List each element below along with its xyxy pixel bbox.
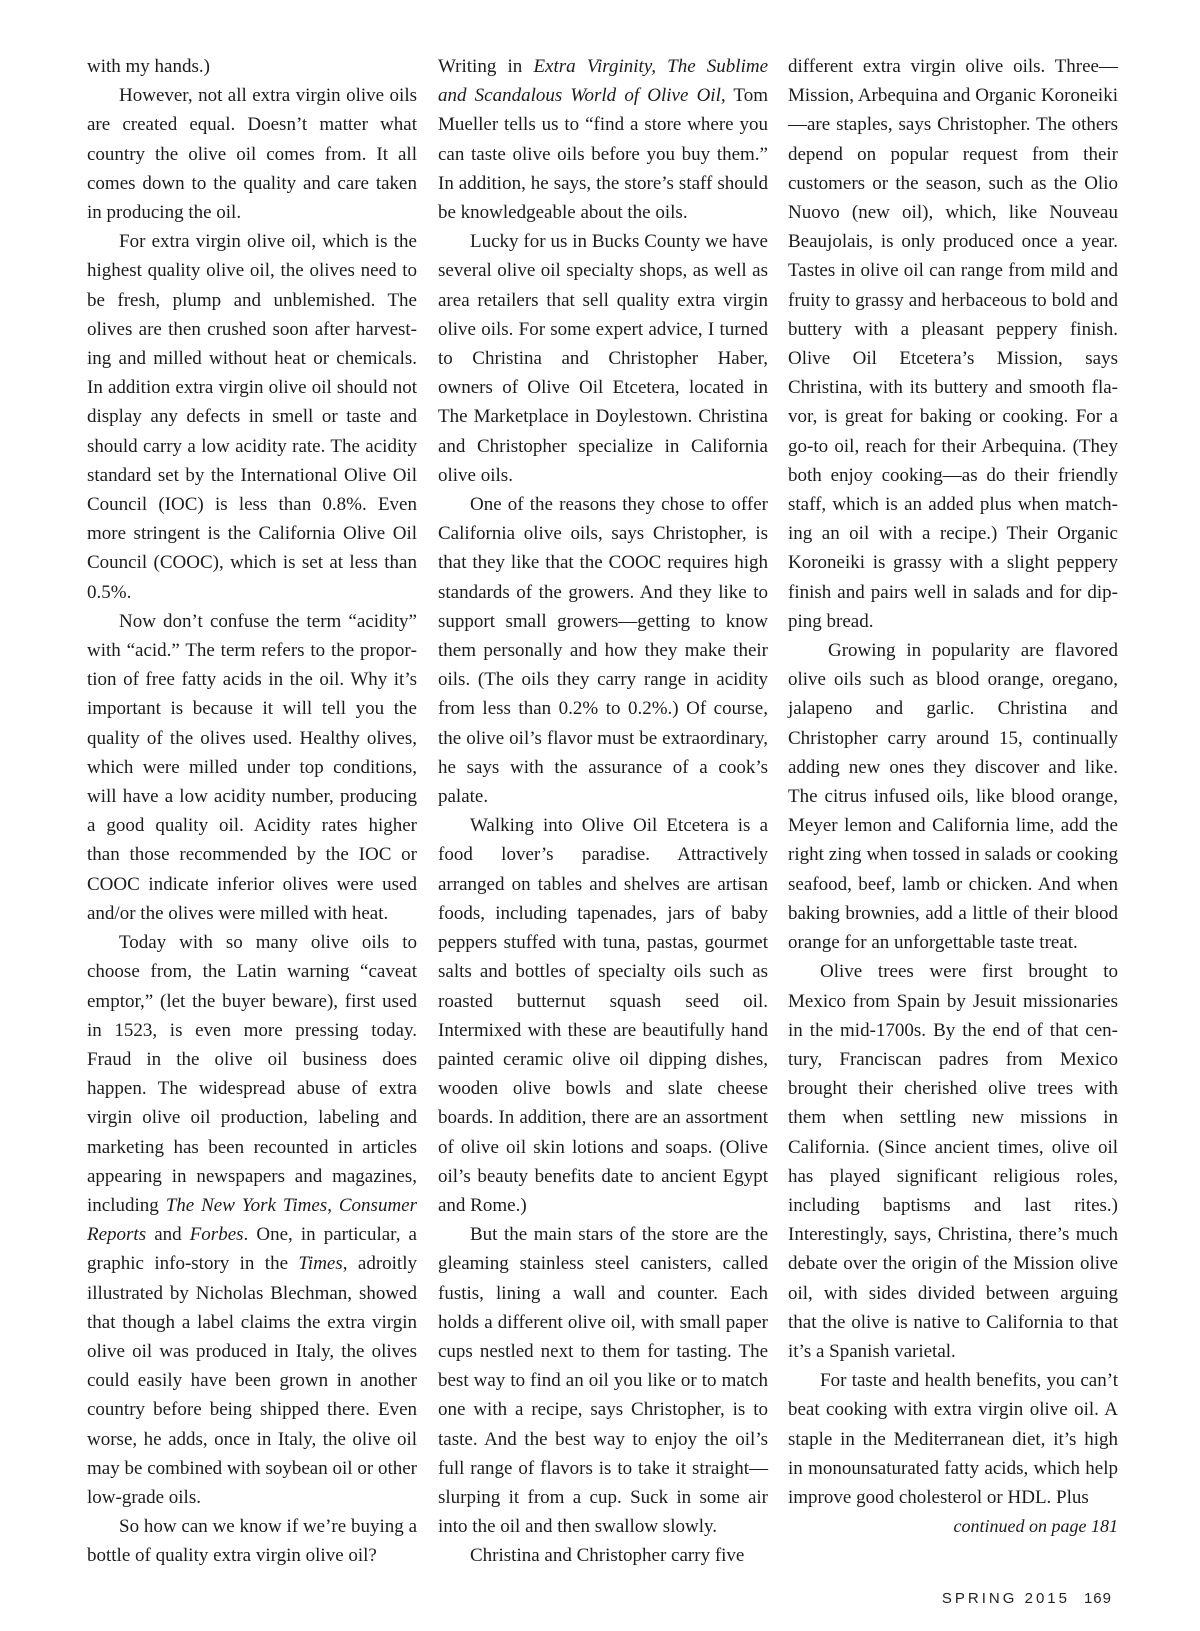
page-number: 169 [1083, 1590, 1112, 1607]
paragraph: Christina and Christopher carry five [470, 1545, 745, 1567]
paragraph: One of the reasons they chose to offer California olive oils, says Christopher, is that they like that the COOC requires high standards of the growers. And they like to support small growers—getting to know them personally and how they make their oils. (The oils they carry range in acidity from less than 0.2% to 0.2%.) Of course, the olive oil’s flavor must be extraordinary, he says with the assurance of a cook’s palate. [438, 494, 768, 808]
paragraph: Lucky for us in Bucks County we have several olive oil specialty shops, as well as area retailers that sell quality extra virgin olive oils. For some expert advice, I turned to Christina and Christopher Haber, owners of Olive Oil Etcetera, located in The Marketplace in Doylestown. Christina and Christopher specialize in California olive oils. [438, 231, 768, 486]
publication-title: The New York Times [165, 1194, 328, 1216]
paragraph: However, not all extra virgin olive oils are created equal. Doesn’t matter what country the olive oil comes from. It all comes down to the quality and care taken in producing the oil. [87, 85, 417, 224]
paragraph: Growing in popularity are flavored olive oils such as blood orange, oregano, jalapeno and garlic. Christina and Christopher carry around 15, continually adding new ones they discover and like. The citrus infused oils, like blood orange, Meyer lemon and California lime, add the right zing when tossed in salads or cooking seafood, beef, lamb or chicken. And when baking brownies, add a little of their blood orange for an unforgettable taste treat. [788, 640, 1118, 954]
paragraph [438, 52, 768, 227]
publication-title: Forbes [189, 1224, 244, 1246]
issue-label: SPRING 2015 [941, 1590, 1070, 1607]
book-title: Extra Virginity, The Sublime and Scandalous World of Olive Oil, [438, 56, 768, 107]
text-run: Today with so many olive oils to choose from, the Latin warning “caveat emptor,” (let the buyer beware), first used in 1523, is even more pressing today. Fraud in the olive oil business does happen. The widespread abuse of extra virgin olive oil production, labeling and marketing has been recounted in articles appearing in newspapers and magazines, including [87, 932, 417, 1216]
paragraph: Walking into Olive Oil Etcetera is a food lover’s paradise. Attractively arranged on tables and shelves are artisan foods, including tapenades, jars of baby peppers stuffed with tuna, pastas, gourmet salts and bottles of specialty oils such as roasted butternut squash seed oil. Intermixed with these are beautifully hand painted ceramic olive oil dipping dishes, wooden olive bowls and slate cheese boards. In addition, there are an assortment of olive oil skin lotions and soaps. (Olive oil’s beauty benefits date to ancient Egypt and Rome.) [438, 815, 768, 1216]
publication-title: Consumer Reports [87, 1194, 417, 1246]
article-column-1 [87, 52, 417, 1571]
paragraph: different extra virgin olive oils. Three—Mission, Arbequina and Organic Koroneiki—are staples, says Christopher. The others depend on popular request from their customers or the season, such as the Olio Nuovo (new oil), which, like Nouveau Beaujolais, is only produced once a year. Tastes in olive oil can range from mild and fruity to grassy and herbaceous to bold and buttery with a pleasant peppery finish. Olive Oil Etcetera’s Mission, says Christina, with its buttery and smooth flavor, is great for baking or cooking. For a go-to oil, reach for their Arbequina. (They both enjoy cooking—as do their friendly staff, which is an added plus when matching an oil with a recipe.) Their Organic Koroneiki is grassy with a slight peppery finish and pairs well in salads and for dipping bread. [788, 56, 1118, 632]
continued-on-page: continued on page 181 [953, 1516, 1118, 1537]
text-run: Tom Mueller tells us to “find a store where you can taste olive oils before you buy them.” In addition, he says, the store’s staff should be knowledgeable about the oils. [438, 85, 768, 224]
paragraph: Olive trees were first brought to Mexico from Spain by Jesuit missionaries in the mid-1700s. By the end of that century, Franciscan padres from Mexico brought their cherished olive trees with them when settling new missions in California. (Since ancient times, olive oil has played significant religious roles, including baptisms and last rites.) Interestingly, says, Christina, there’s much debate over the origin of the Mission olive oil, with sides divided between arguing that the olive is native to California to that it’s a Spanish varietal. [788, 961, 1118, 1362]
text-run: . One, in particular, a graphic info-story in the [87, 1224, 417, 1275]
text-run: and [146, 1224, 190, 1246]
article-column-3 [788, 52, 1118, 1541]
paragraph: So how can we know if we’re buying a bottle of quality extra virgin olive oil? [87, 1516, 417, 1567]
paragraph: But the main stars of the store are the gleaming stainless steel canisters, called fustis, lining a wall and counter. Each holds a different olive oil, with small paper cups nestled next to them for tasting. The best way to find an oil you like or to match one with a recipe, says Christopher, is to taste. And the best way to enjoy the oil’s full range of flavors is to take it straight—slurping it from a cup. Suck in some air into the oil and then swallow slowly. [438, 1224, 768, 1538]
text-run: Writing in [438, 56, 534, 77]
publication-title: Times [298, 1253, 343, 1275]
paragraph: Now don’t confuse the term “acidity” with “acid.” The term refers to the proportion of free fatty acids in the oil. Why it’s important is because it will tell you the quality of the olives used. Healthy olives, which were milled under top conditions, will have a low acidity number, producing a good quality oil. Acidity rates higher than those recommended by the IOC or COOC indicate inferior olives were used and/or the olives were milled with heat. [87, 610, 417, 924]
paragraph: For taste and health benefits, you can’t beat cooking with extra virgin olive oil. A staple in the Mediterranean diet, it’s high in monounsaturated fatty acids, which help improve good cholesterol or HDL. Plus [788, 1370, 1118, 1508]
article-column-2 [438, 52, 768, 1571]
paragraph [87, 928, 417, 1512]
paragraph: with my hands.) [87, 56, 210, 77]
text-run: , adroitly illustrated by Nicholas Blechman, showed that though a label claims the extra virgin olive oil was produced in Italy, the olives could easily have been grown in another country before being shipped there. Even worse, he adds, once in Italy, the olive oil may be combined with soybean oil or other low-grade oils. [87, 1253, 417, 1508]
paragraph: For extra virgin olive oil, which is the highest quality olive oil, the olives need to be fresh, plump and unblemished. The olives are then crushed soon after harvesting and milled without heat or chemicals. In addition extra virgin olive oil should not display any defects in smell or taste and should carry a low acidity rate. The acidity standard set by the International Olive Oil Council (IOC) is less than 0.8%. Even more stringent is the California Olive Oil Council (COOC), which is set at less than 0.5%. [87, 231, 417, 603]
page-footer [942, 1590, 1112, 1607]
text-run: , [327, 1194, 339, 1216]
